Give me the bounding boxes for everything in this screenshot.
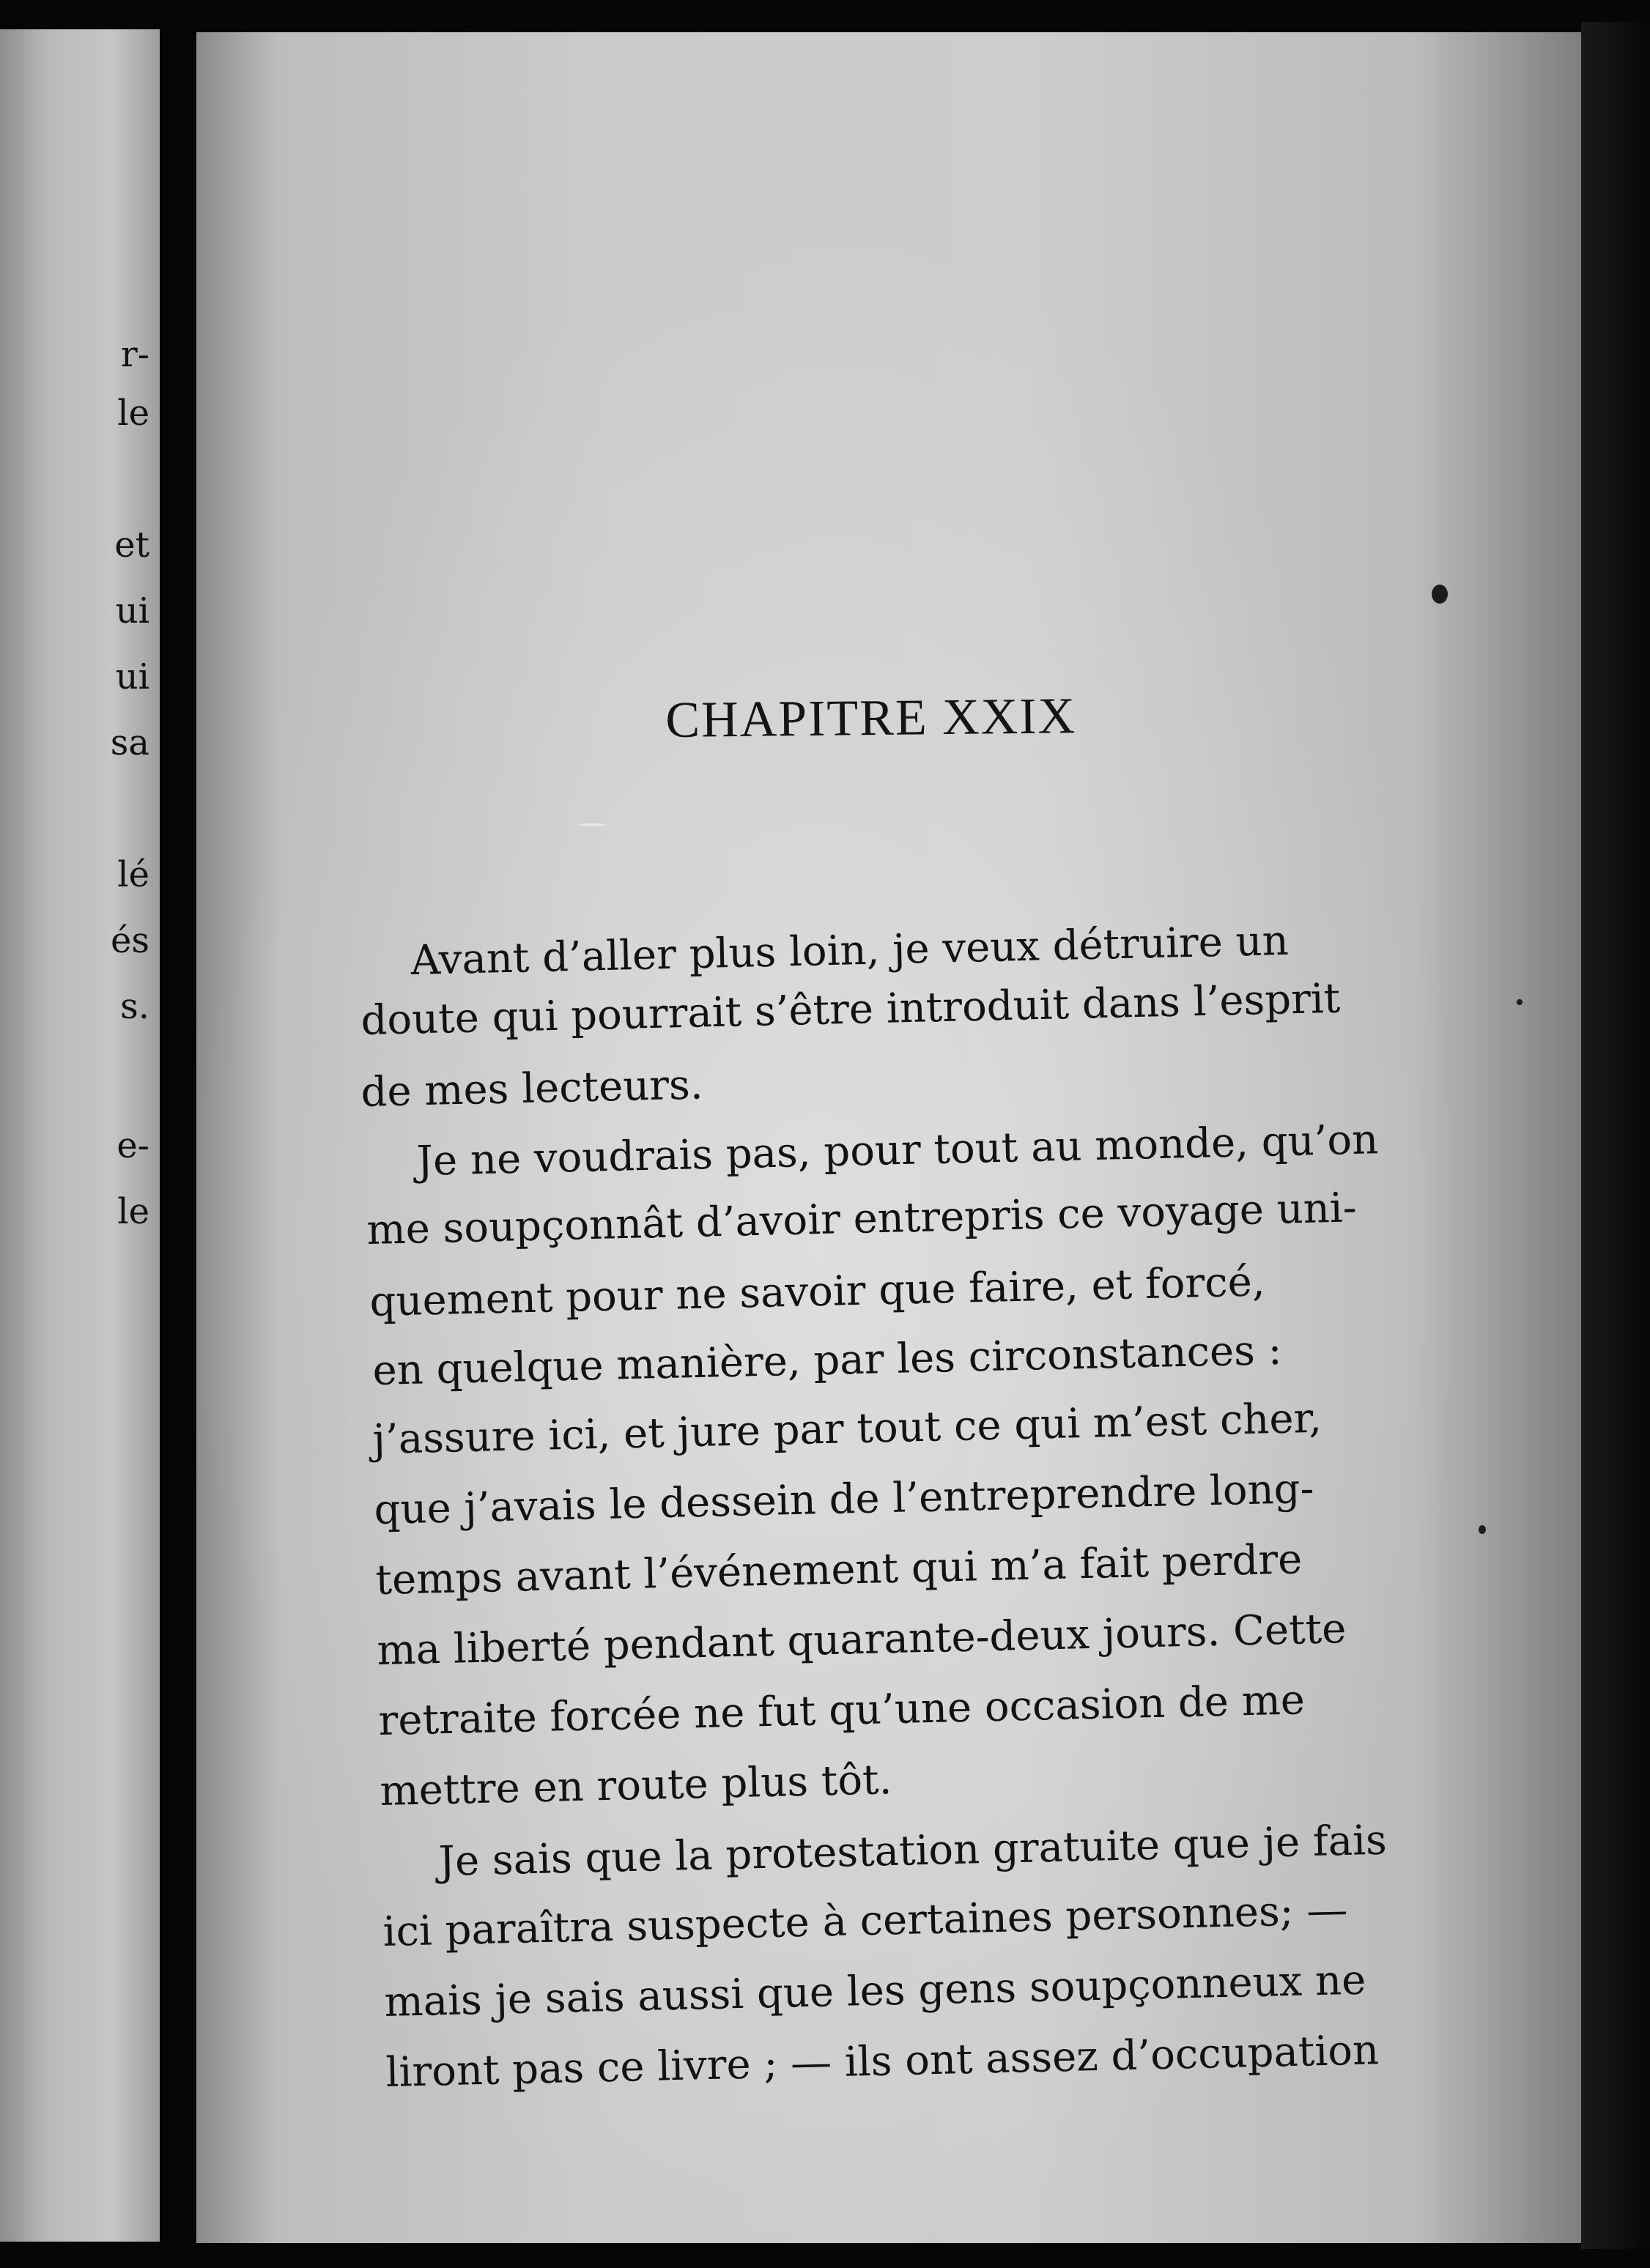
text-line: ici paraîtra suspecte à certaines personnes; — <box>382 1886 1349 1956</box>
left-page-fragment: sa <box>110 722 149 763</box>
left-page-fragment: és <box>110 920 149 961</box>
left-page-fragment: le <box>117 393 149 434</box>
text-line: ma liberté pendant quarante-deux jours. Cette <box>376 1604 1347 1675</box>
left-page-fragment: le <box>117 1191 149 1232</box>
paper-blemish <box>577 823 607 826</box>
book-page <box>196 32 1581 2243</box>
text-line: Je ne voudrais pas, pour tout au monde, qu’on <box>415 1116 1379 1185</box>
text-line: liront pas ce livre ; — ils ont assez d’occupation <box>385 2026 1380 2097</box>
chapter-title: CHAPITRE XXIX <box>665 688 1077 749</box>
left-page-fragment: et <box>114 525 149 566</box>
text-line: j’assure ici, et jure par tout ce qui m’est cher, <box>371 1394 1322 1464</box>
text-line: quement pour ne savoir que faire, et forcé, <box>369 1258 1266 1326</box>
text-line: temps avant l’événement qui m’a fait perdre <box>374 1535 1303 1604</box>
left-page-margin <box>0 29 160 2242</box>
left-page-fragment: e- <box>116 1125 149 1166</box>
text-line: retraite forcée ne fut qu’une occasion de me <box>377 1676 1306 1745</box>
page-edge-shadow <box>1581 22 1650 2249</box>
left-page-fragment: lé <box>117 854 149 895</box>
text-line: mais je sais aussi que les gens soupçonneux ne <box>383 1956 1366 2026</box>
ink-speck <box>1517 999 1523 1005</box>
text-line: Avant d’aller plus loin, je veux détruire un <box>410 916 1290 985</box>
text-line: doute qui pourrait s’être introduit dans l’esprit <box>360 974 1341 1045</box>
text-line: Je sais que la protestation gratuite que je fais <box>437 1816 1388 1886</box>
text-line: en quelque manière, par les circonstances : <box>371 1326 1283 1395</box>
ink-speck <box>1432 585 1448 604</box>
ink-speck <box>1479 1525 1486 1534</box>
left-page-fragment: s. <box>120 986 149 1027</box>
text-line: que j’avais le dessein de l’entreprendre long- <box>373 1464 1315 1534</box>
text-line: me soupçonnât d’avoir entrepris ce voyage uni- <box>366 1184 1358 1254</box>
left-page-fragment: r- <box>120 334 149 375</box>
text-line: mettre en route plus tôt. <box>379 1756 893 1815</box>
left-page-fragment: ui <box>115 656 149 697</box>
book-gutter <box>160 0 196 2268</box>
left-page-fragment: ui <box>115 590 149 631</box>
text-line: de mes lecteurs. <box>360 1061 704 1116</box>
